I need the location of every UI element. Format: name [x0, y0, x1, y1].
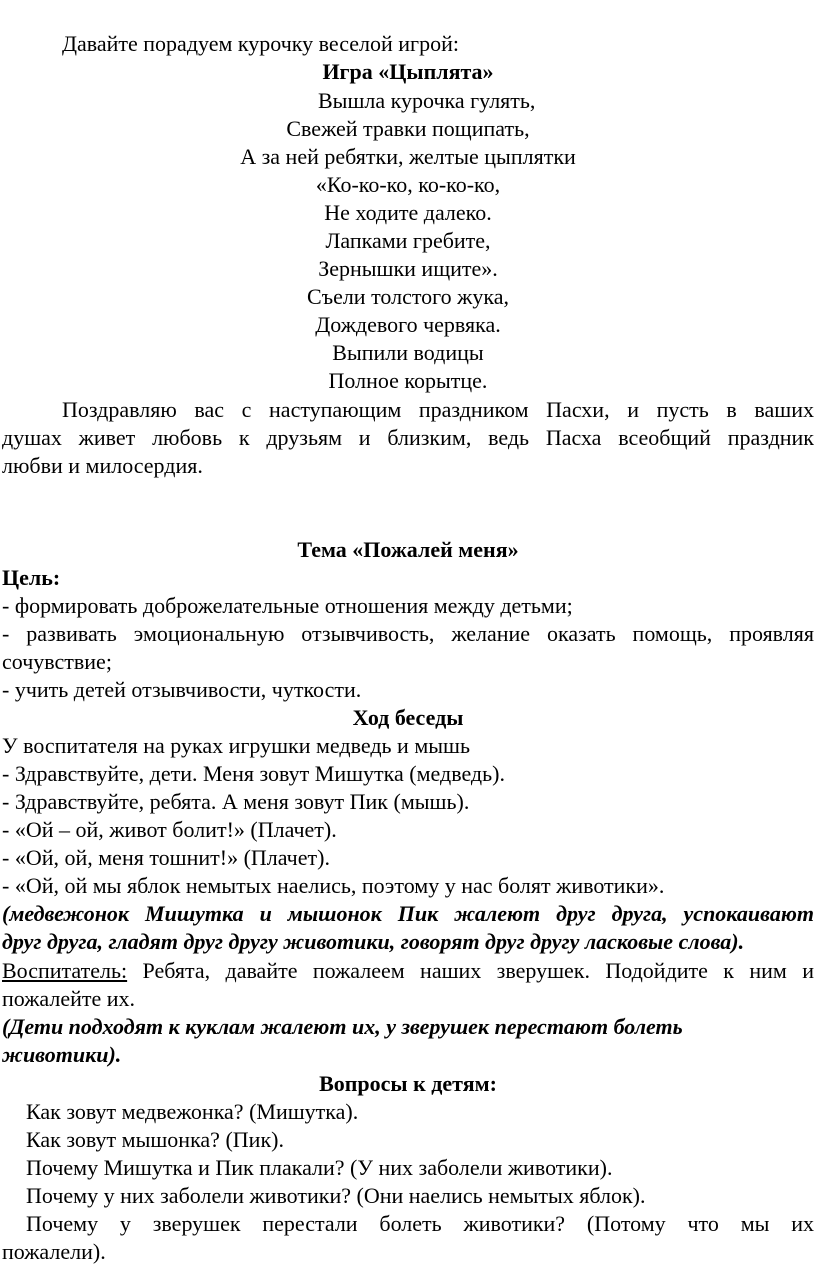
poem-line: Дождевого червяка.	[315, 312, 501, 337]
question-item: Как зовут мышонка? (Пик).	[26, 1127, 284, 1152]
remark-line: (медвежонок Мишутка и мышонок Пик жалеют друг друга, успокаивают	[2, 901, 814, 926]
poem-line: А за ней ребятки, желтые цыплятки	[240, 144, 576, 169]
question-item: Как зовут медвежонка? (Мишутка).	[26, 1099, 359, 1124]
questions-title: Вопросы к детям:	[319, 1071, 497, 1096]
conversation-line: - Здравствуйте, ребята. А меня зовут Пик (мышь).	[2, 789, 470, 814]
poem-line: Вышла курочка гулять,	[318, 88, 536, 113]
poem-line: Съели толстого жука,	[307, 284, 509, 309]
question-item: Почему у них заболели животики? (Они наелись немытых яблок).	[26, 1183, 646, 1208]
teacher-line	[2, 957, 814, 985]
goal-label: Цель:	[2, 565, 61, 590]
goal-item: - формировать доброжелательные отношения между детьми;	[2, 593, 573, 618]
poem-line: Выпили водицы	[332, 340, 484, 365]
congrats-line: любви и милосердия.	[2, 453, 203, 478]
conversation-line: - Здравствуйте, дети. Меня зовут Мишутка (медведь).	[2, 761, 505, 786]
congrats-line: душах живет любовь к друзьям и близким, ведь Пасха всеобщий праздник	[2, 425, 814, 450]
question-item: пожалели).	[2, 1239, 106, 1264]
poem-line: Зернышки ищите».	[318, 256, 498, 281]
congrats-line: Поздравляю вас с наступающим праздником Пасхи, и пусть в ваших	[62, 397, 814, 422]
teacher-text: Ребята, давайте пожалеем наших зверушек. Подойдите к ним и	[127, 958, 814, 983]
remark-line: животики).	[2, 1042, 122, 1067]
conversation-line: - «Ой, ой мы яблок немытых наелись, поэтому у нас болят животики».	[2, 873, 665, 898]
conversation-line: - «Ой, ой, меня тошнит!» (Плачет).	[2, 845, 330, 870]
poem-line: Свежей травки пощипать,	[286, 116, 530, 141]
theme-title: Тема «Пожалей меня»	[297, 537, 519, 562]
teacher-line: пожалейте их.	[2, 986, 136, 1011]
question-item: Почему у зверушек перестали болеть животики? (Потому что мы их	[26, 1211, 814, 1236]
poem-line: Полное корытце.	[328, 368, 488, 393]
remark-line: друг друга, гладят друг другу животики, говорят друг другу ласковые слова).	[2, 929, 745, 954]
question-item: Почему Мишутка и Пик плакали? (У них заболели животики).	[26, 1155, 613, 1180]
poem-line: Не ходите далеко.	[324, 200, 492, 225]
conversation-title: Ход беседы	[352, 705, 464, 730]
teacher-label: Воспитатель:	[2, 958, 128, 983]
intro-line: Давайте порадуем курочку веселой игрой:	[62, 31, 459, 56]
poem-line: Лапками гребите,	[325, 228, 491, 253]
game-title: Игра «Цыплята»	[322, 59, 494, 84]
conversation-line: - «Ой – ой, живот болит!» (Плачет).	[2, 817, 337, 842]
conversation-line: У воспитателя на руках игрушки медведь и мышь	[2, 733, 471, 758]
goal-item: - развивать эмоциональную отзывчивость, желание оказать помощь, проявляя	[2, 621, 814, 646]
goal-item: сочувствие;	[2, 649, 112, 674]
goal-item: - учить детей отзывчивости, чуткости.	[2, 677, 362, 702]
poem-line: «Ко-ко-ко, ко-ко-ко,	[315, 172, 501, 197]
remark-line: (Дети подходят к куклам жалеют их, у зверушек перестают болеть	[2, 1014, 683, 1039]
